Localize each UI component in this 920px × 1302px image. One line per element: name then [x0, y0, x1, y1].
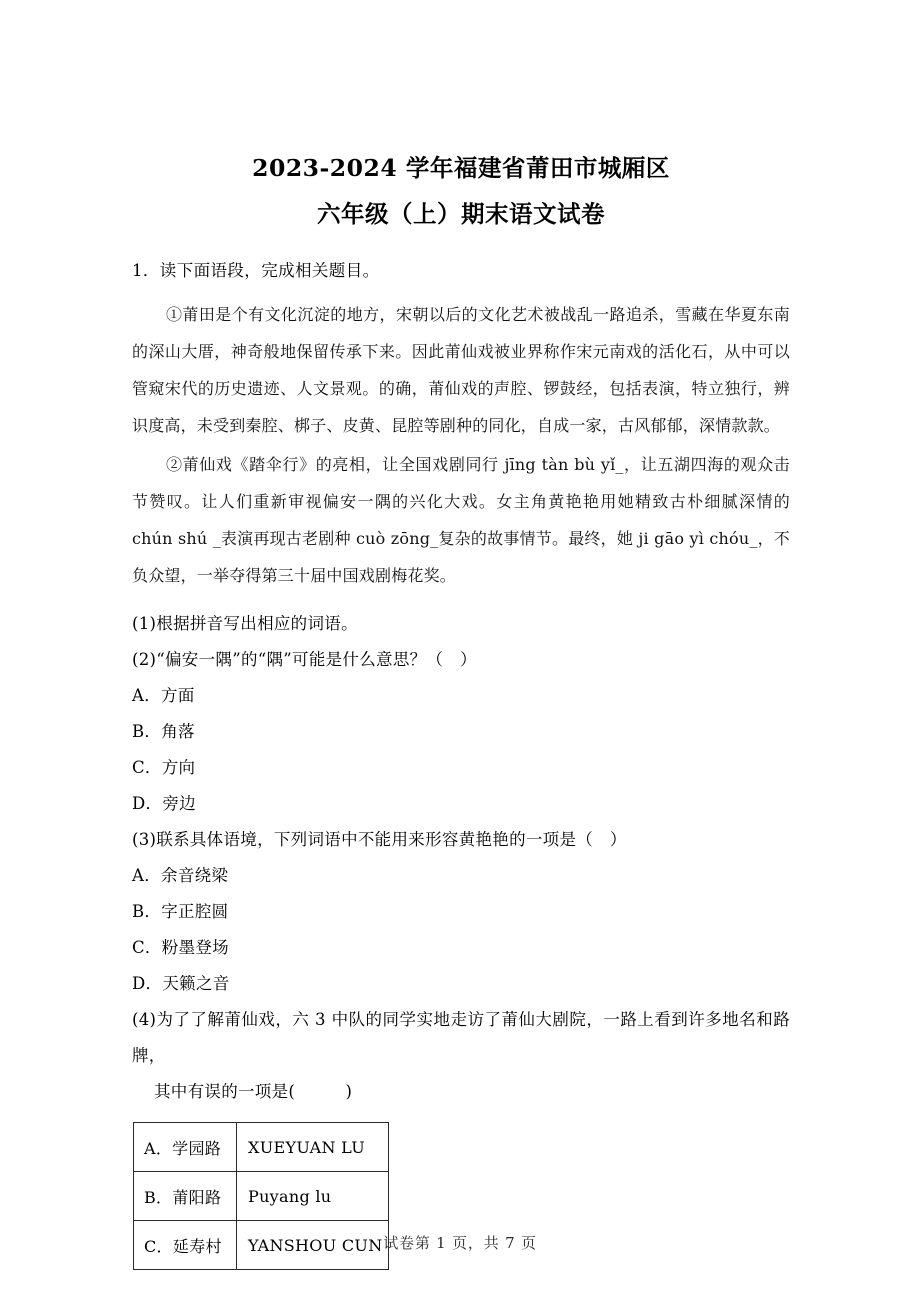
option-letter: C． — [144, 1236, 173, 1256]
option-letter: B． — [132, 722, 162, 741]
option-letter: D． — [132, 794, 163, 813]
sub-question-4-line-2: 其中有误的一项是( ) — [154, 1082, 353, 1101]
question-1-stem: 1．读下面语段，完成相关题目。 — [132, 261, 380, 280]
sub-question-4-line-1: (4)为了了解莆仙戏，六 3 中队的同学实地走访了莆仙大剧院，一路上看到许多地名和路牌， — [132, 1010, 790, 1065]
option-2-a[interactable] — [132, 678, 790, 714]
option-label: 方向 — [161, 758, 196, 777]
table-cell-chinese — [134, 1123, 237, 1172]
page-footer: 试卷第 1 页，共 7 页 — [383, 1234, 537, 1252]
option-label: 方面 — [161, 686, 195, 705]
table-cell-chinese — [134, 1172, 237, 1221]
option-letter: D． — [132, 974, 163, 993]
passage-paragraph-1: ①莆田是个有文化沉淀的地方，宋朝以后的文化艺术被战乱一路追杀，雪藏在华夏东南的深山大厝，神奇般地保留传承下来。因此莆仙戏被业界称作宋元南戏的活化石，从中可以管窥宋代的历史遗迹、人文景观。的确，莆仙戏的声腔、锣鼓经，包括表演，特立独行，辨识度高，未受到秦腔、梆子、皮黄、昆腔等剧种的同化，自成一家，古风郁郁，深情款款。 — [132, 305, 790, 435]
option-2-c[interactable] — [132, 750, 790, 786]
option-label: 旁边 — [162, 794, 196, 813]
page-title-line-2: 六年级（上）期末语文试卷 — [317, 200, 605, 228]
option-label: 天籁之音 — [162, 974, 230, 993]
passage-paragraph-2: ②莆仙戏《踏伞行》的亮相，让全国戏剧同行 jīng tàn bù yǐ_，让五湖四海的观众击节赞叹。让人们重新审视偏安一隅的兴化大戏。女主角黄艳艳用她精致古朴细腻深情的 chún shú _表演再现古老剧种 cuò zōng_复杂的故事情节。最终，她 ji gāo yì chóu_，不负众望，一举夺得第三十届中国戏剧梅花奖。 — [132, 455, 790, 585]
option-label: 角落 — [161, 722, 195, 741]
option-letter: B． — [144, 1187, 173, 1207]
sub-question-2: (2)“偏安一隅”的“隅”可能是什么意思？（ ） — [132, 650, 477, 669]
option-letter: A． — [132, 866, 162, 885]
page-title-line-1: 2023-2024 学年福建省莆田市城厢区 — [252, 154, 670, 182]
option-3-d[interactable] — [132, 966, 790, 1002]
road-name-chinese: 莆阳路 — [172, 1187, 222, 1207]
sub-question-3: (3)联系具体语境，下列词语中不能用来形容黄艳艳的一项是（ ） — [132, 830, 627, 849]
option-label: 余音绕梁 — [161, 866, 229, 885]
table-cell-romanization: YANSHOU CUN — [237, 1221, 389, 1270]
table-cell-romanization: Puyang lu — [237, 1172, 389, 1221]
option-3-b[interactable] — [132, 894, 790, 930]
option-letter: C． — [132, 938, 162, 957]
sub-question-1: (1)根据拼音写出相应的词语。 — [132, 614, 358, 633]
page-content — [132, 0, 790, 1270]
option-letter: B． — [132, 902, 162, 921]
table-row[interactable] — [134, 1172, 389, 1221]
table-row[interactable] — [134, 1123, 389, 1172]
option-3-a[interactable] — [132, 858, 790, 894]
road-name-chinese: 学园路 — [172, 1138, 222, 1158]
option-letter: A． — [144, 1138, 173, 1158]
option-2-d[interactable] — [132, 786, 790, 822]
option-label: 字正腔圆 — [161, 902, 229, 921]
option-2-b[interactable] — [132, 714, 790, 750]
option-letter: C． — [132, 758, 162, 777]
option-3-c[interactable] — [132, 930, 790, 966]
table-cell-romanization: XUEYUAN LU — [237, 1123, 389, 1172]
option-letter: A． — [132, 686, 162, 705]
road-name-chinese: 延寿村 — [172, 1236, 222, 1256]
option-label: 粉墨登场 — [161, 938, 229, 957]
